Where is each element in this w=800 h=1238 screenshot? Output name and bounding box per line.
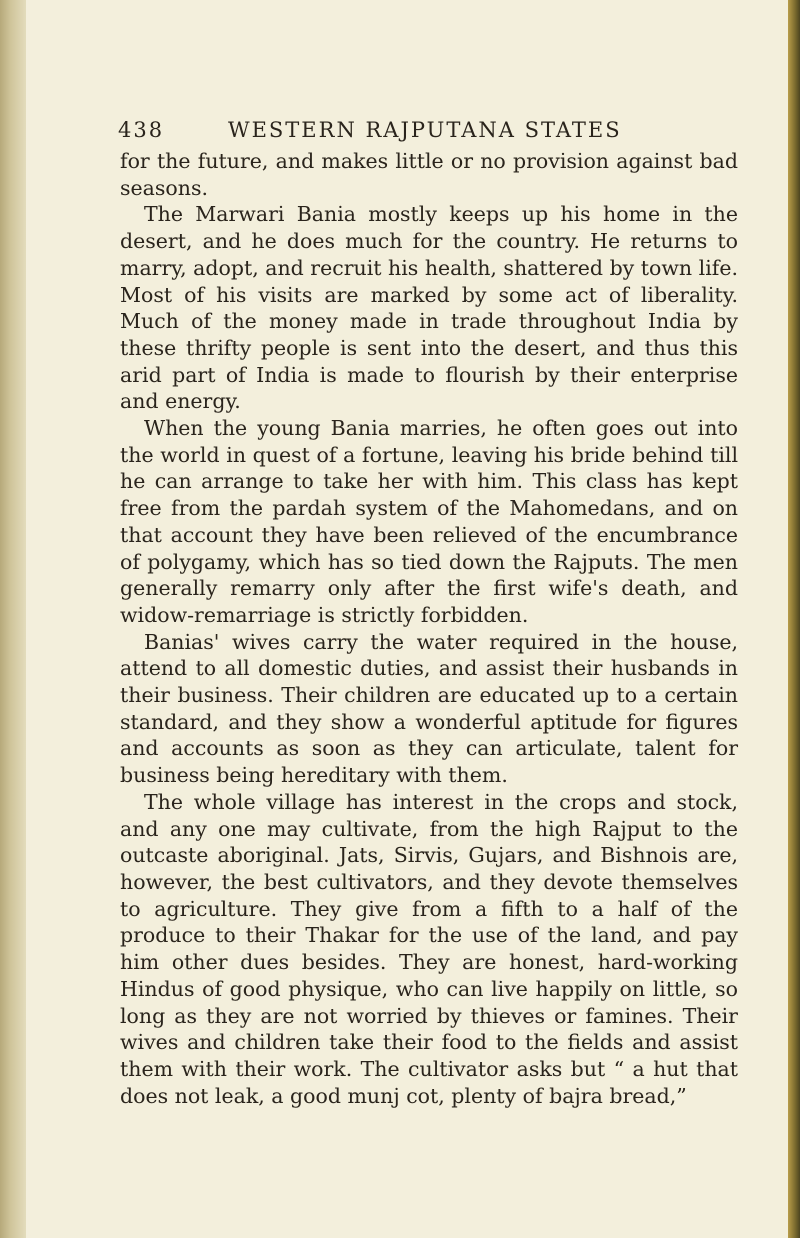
- page-gutter-left: [0, 0, 26, 1238]
- paragraph-2: The Marwari Bania mostly keeps up his home in the desert, and he does much for the country. He returns to marry, adopt, and recruit his health, shattered by town life. Most of his visits are marked by some act of liberality. Much of the money made in trade throughout India by these thrifty people is sent into the desert, and thus this arid part of India is made to flourish by their enterprise and energy.: [120, 202, 738, 414]
- paragraph-4: Banias' wives carry the water required in the house, attend to all domestic duties, and assist their husbands in their business. Their children are educated up to a certain standard, and they show a wonderful aptitude for figures and accounts as soon as they can articulate, talent for business being hereditary with them.: [120, 629, 738, 788]
- page-number: 438: [118, 118, 165, 142]
- paragraph-3: When the young Bania marries, he often goes out into the world in quest of a fortune, leaving his bride behind till he can arrange to take her with him. This class has kept free from the pardah system of the Mahomedans, and on that account they have been relieved of the encumbrance of polygamy, which has so tied down the Rajputs. The men generally remarry only after the first wife's death, and widow-remarriage is strictly forbidden.: [120, 416, 738, 627]
- body-text: [120, 148, 738, 1109]
- running-title: WESTERN RAJPUTANA STATES: [228, 118, 622, 142]
- page-edge-right: [788, 0, 800, 1238]
- paragraph-1: for the future, and makes little or no provision against bad seasons.: [120, 149, 738, 200]
- page-header: [118, 118, 738, 146]
- paragraph-5: The whole village has interest in the crops and stock, and any one may cultivate, from the high Rajput to the outcaste aboriginal. Jats, Sirvis, Gujars, and Bishnois are, however, the best cultivators, and they devote themselves to agriculture. They give from a fifth to a half of the produce to their Thakar for the use of the land, and pay him other dues besides. They are honest, hard-working Hindus of good physique, who can live happily on little, so long as they are not worried by thieves or famines. Their wives and children take their food to the fields and assist them with their work. The cultivator asks but “ a hut that does not leak, a good munj cot, plenty of bajra bread,”: [120, 789, 738, 1108]
